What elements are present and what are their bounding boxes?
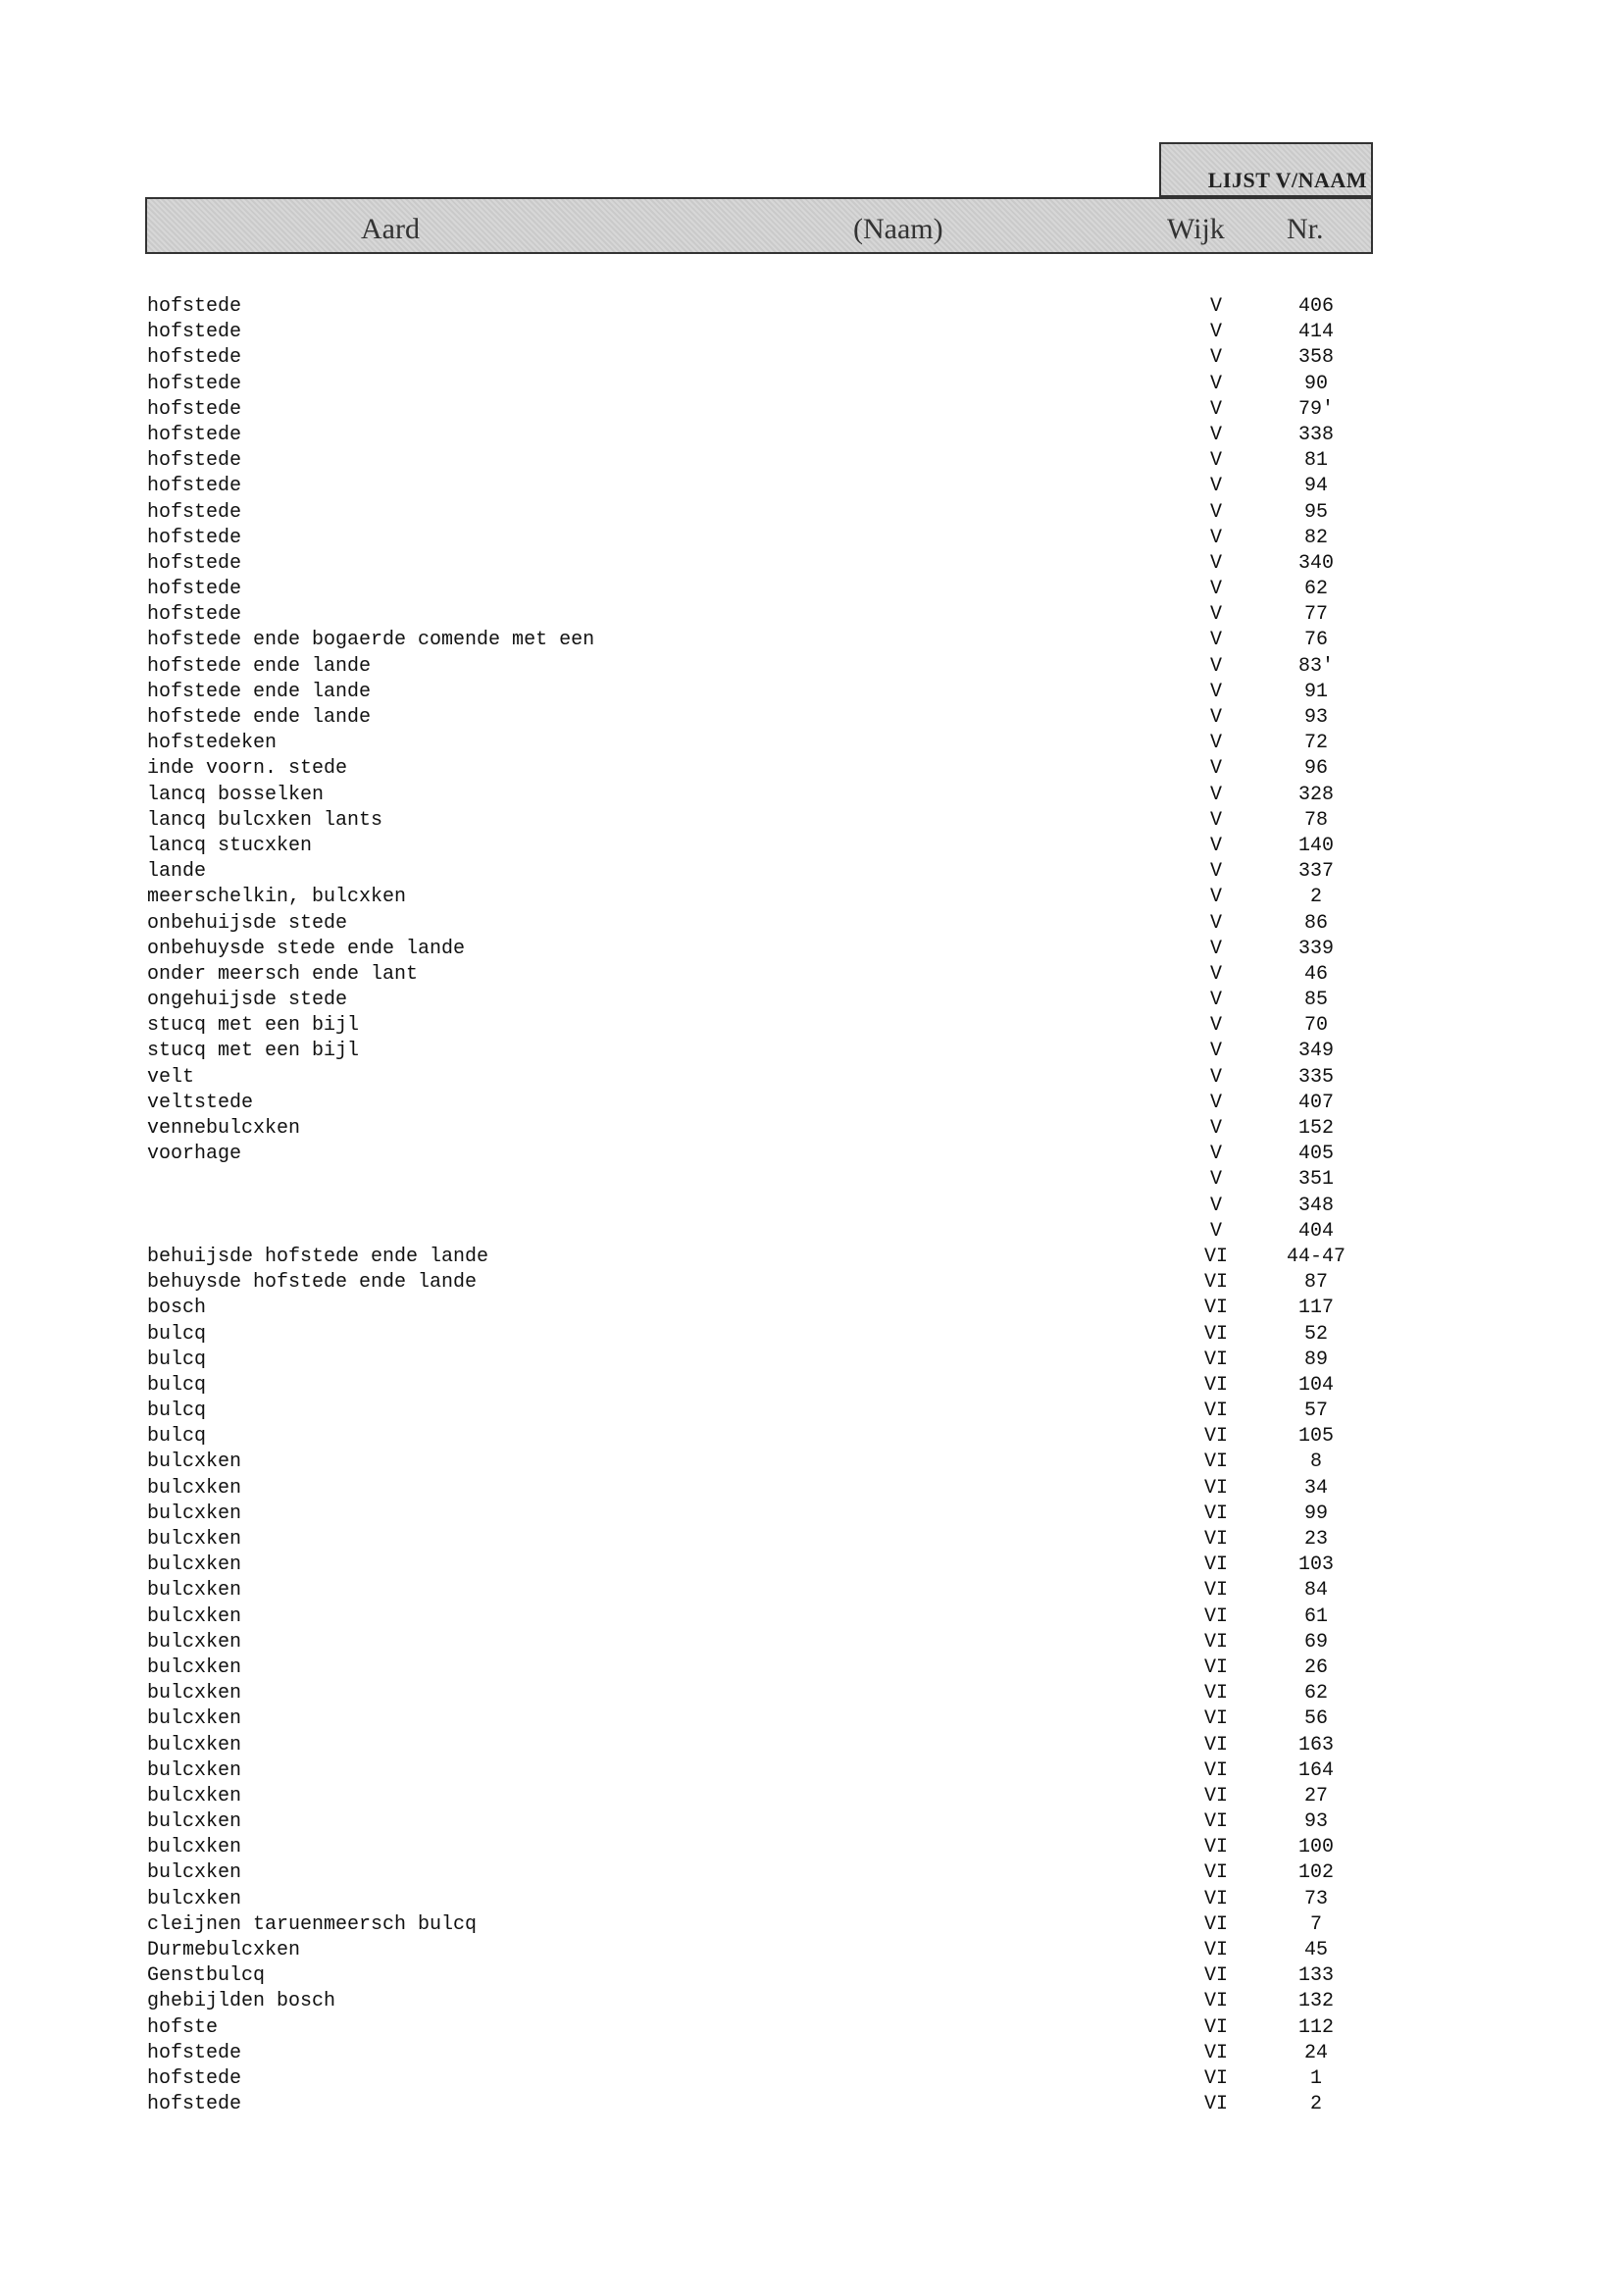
cell-nr: 69 (1303, 1630, 1328, 1654)
cell-nr: 132 (1297, 1990, 1334, 2013)
cell-aard: hofstede (147, 551, 242, 575)
table-row (0, 397, 1624, 423)
cell-wijk: V (1209, 321, 1222, 344)
cell-wijk: V (1209, 834, 1222, 857)
cell-wijk: V (1209, 475, 1222, 498)
cell-wijk: VI (1203, 1630, 1228, 1654)
cell-aard: hofstede (147, 2066, 242, 2090)
table-row (0, 1733, 1624, 1758)
table-row (0, 1912, 1624, 1938)
cell-nr: 112 (1297, 2015, 1334, 2039)
cell-aard: bulcq (147, 1425, 207, 1449)
cell-aard: hofstede (147, 295, 242, 318)
cell-aard: bulcxken (147, 1528, 242, 1551)
cell-aard: hofste (147, 2015, 219, 2039)
cell-nr: 83' (1297, 654, 1334, 678)
cell-nr: 57 (1303, 1400, 1328, 1423)
cell-wijk: VI (1203, 2093, 1228, 2116)
cell-aard: bulcxken (147, 1758, 242, 1782)
cell-nr: 104 (1297, 1373, 1334, 1397)
cell-wijk: VI (1203, 1655, 1228, 1679)
table-row (0, 1296, 1624, 1321)
column-header-aard: Aard (361, 213, 420, 245)
table-row (0, 448, 1624, 474)
cell-nr: 81 (1303, 449, 1328, 473)
cell-aard: hofstede (147, 423, 242, 446)
cell-aard: voorhage (147, 1143, 242, 1166)
cell-aard: bulcxken (147, 1836, 242, 1859)
cell-nr: 76 (1303, 629, 1328, 652)
table-header (145, 197, 1373, 254)
cell-aard: bulcxken (147, 1502, 242, 1525)
cell-nr: 24 (1303, 2041, 1328, 2064)
cell-aard: hofstede (147, 449, 242, 473)
cell-aard: hofstede (147, 526, 242, 549)
table-row (0, 1167, 1624, 1193)
cell-aard: hofstede ende lande (147, 680, 372, 703)
table-row (0, 1194, 1624, 1219)
cell-wijk: VI (1203, 1990, 1228, 2013)
table-row (0, 1373, 1624, 1399)
cell-aard: bulcxken (147, 1553, 242, 1577)
cell-nr: 45 (1303, 1939, 1328, 1961)
cell-nr: 90 (1303, 372, 1328, 395)
table-row (0, 1681, 1624, 1706)
cell-wijk: V (1209, 1091, 1222, 1114)
cell-nr: 89 (1303, 1348, 1328, 1371)
cell-aard: bulcxken (147, 1810, 242, 1834)
cell-aard: velt (147, 1065, 195, 1089)
cell-wijk: VI (1203, 1528, 1228, 1551)
table-row (0, 1322, 1624, 1348)
cell-wijk: V (1209, 1194, 1222, 1217)
cell-aard: hofstede ende bogaerde comende met een (147, 629, 595, 652)
cell-nr: 404 (1297, 1219, 1334, 1243)
cell-wijk: V (1209, 1117, 1222, 1140)
table-row (0, 1809, 1624, 1835)
cell-aard: behuijsde hofstede ende lande (147, 1245, 489, 1268)
cell-nr: 100 (1297, 1836, 1334, 1859)
cell-aard: lancq bosselken (147, 783, 325, 806)
cell-aard: bulcxken (147, 1887, 242, 1910)
cell-aard: vennebulcxken (147, 1117, 301, 1140)
cell-wijk: V (1209, 1040, 1222, 1063)
cell-aard: behuysde hofstede ende lande (147, 1271, 478, 1295)
cell-aard: bulcxken (147, 1579, 242, 1603)
cell-aard: hofstede (147, 346, 242, 370)
table-row (0, 345, 1624, 371)
cell-wijk: V (1209, 1014, 1222, 1038)
cell-nr: 349 (1297, 1040, 1334, 1063)
list-label-box (1159, 142, 1373, 197)
table-row (0, 1604, 1624, 1630)
cell-aard: bulcq (147, 1373, 207, 1397)
cell-nr: 96 (1303, 757, 1328, 781)
cell-nr: 348 (1297, 1194, 1334, 1217)
cell-wijk: V (1209, 860, 1222, 884)
cell-wijk: VI (1203, 1912, 1228, 1936)
cell-nr: 164 (1297, 1758, 1334, 1782)
table-row (0, 294, 1624, 320)
cell-aard: bulcxken (147, 1604, 242, 1628)
cell-nr: 337 (1297, 860, 1334, 884)
cell-nr: 93 (1303, 706, 1328, 729)
table-row (0, 705, 1624, 731)
table-row (0, 1013, 1624, 1039)
table-row (0, 783, 1624, 808)
table-row (0, 577, 1624, 602)
table-row (0, 988, 1624, 1013)
cell-aard: hofstedeken (147, 732, 278, 755)
cell-nr: 95 (1303, 500, 1328, 524)
cell-aard: stucq met een bijl (147, 1040, 360, 1063)
table-row (0, 1245, 1624, 1270)
cell-wijk: V (1209, 449, 1222, 473)
cell-aard: hofstede (147, 475, 242, 498)
table-row (0, 654, 1624, 680)
cell-wijk: V (1209, 886, 1222, 909)
table-row (0, 756, 1624, 782)
cell-wijk: V (1209, 397, 1222, 421)
cell-wijk: V (1209, 500, 1222, 524)
cell-wijk: V (1209, 937, 1222, 960)
cell-wijk: VI (1203, 1476, 1228, 1500)
cell-nr: 2 (1309, 2093, 1322, 2116)
cell-aard: onder meersch ende lant (147, 962, 419, 986)
table-row (0, 1758, 1624, 1784)
cell-wijk: V (1209, 295, 1222, 318)
cell-nr: 117 (1297, 1297, 1334, 1320)
table-row (0, 680, 1624, 705)
cell-nr: 1 (1309, 2066, 1322, 2090)
cell-nr: 52 (1303, 1322, 1328, 1346)
cell-aard: stucq met een bijl (147, 1014, 360, 1038)
cell-wijk: VI (1203, 1502, 1228, 1525)
table-row (0, 500, 1624, 526)
cell-wijk: V (1209, 1143, 1222, 1166)
table-row (0, 1142, 1624, 1167)
table-row (0, 1348, 1624, 1373)
cell-nr: 7 (1309, 1912, 1322, 1936)
cell-aard: hofstede (147, 372, 242, 395)
cell-nr: 23 (1303, 1528, 1328, 1551)
cell-aard: hofstede (147, 603, 242, 627)
table-row (0, 1527, 1624, 1553)
table-row (0, 1630, 1624, 1655)
cell-nr: 62 (1303, 578, 1328, 601)
cell-wijk: VI (1203, 1400, 1228, 1423)
cell-nr: 82 (1303, 526, 1328, 549)
cell-nr: 99 (1303, 1502, 1328, 1525)
cell-wijk: V (1209, 706, 1222, 729)
table-row (0, 551, 1624, 577)
cell-aard: inde voorn. stede (147, 757, 348, 781)
table-row (0, 1476, 1624, 1502)
cell-nr: 56 (1303, 1707, 1328, 1731)
cell-wijk: VI (1203, 1348, 1228, 1371)
cell-wijk: V (1209, 1219, 1222, 1243)
cell-aard: bulcxken (147, 1655, 242, 1679)
table-row (0, 962, 1624, 988)
cell-nr: 93 (1303, 1810, 1328, 1834)
cell-nr: 338 (1297, 423, 1334, 446)
table-row (0, 1270, 1624, 1296)
cell-aard: bulcxken (147, 1707, 242, 1731)
table-row (0, 1424, 1624, 1450)
cell-nr: 91 (1303, 680, 1328, 703)
table-row (0, 1065, 1624, 1091)
cell-wijk: V (1209, 962, 1222, 986)
cell-aard: onbehuijsde stede (147, 911, 348, 935)
cell-wijk: VI (1203, 1322, 1228, 1346)
table-row (0, 1219, 1624, 1245)
cell-wijk: VI (1203, 2041, 1228, 2064)
cell-wijk: VI (1203, 1297, 1228, 1320)
cell-aard: ongehuijsde stede (147, 989, 348, 1012)
cell-wijk: VI (1203, 1887, 1228, 1910)
cell-aard: onbehuysde stede ende lande (147, 937, 466, 960)
table-row (0, 1963, 1624, 1989)
cell-aard: lande (147, 860, 207, 884)
cell-nr: 407 (1297, 1091, 1334, 1114)
cell-aard: bulcxken (147, 1682, 242, 1706)
table-row (0, 320, 1624, 345)
cell-nr: 85 (1303, 989, 1328, 1012)
cell-wijk: VI (1203, 1579, 1228, 1603)
cell-nr: 406 (1297, 295, 1334, 318)
column-header-nr: Nr. (1287, 213, 1324, 245)
table-row (0, 1091, 1624, 1116)
cell-wijk: V (1209, 629, 1222, 652)
cell-wijk: VI (1203, 1939, 1228, 1961)
cell-wijk: V (1209, 372, 1222, 395)
table-row (0, 731, 1624, 756)
cell-wijk: VI (1203, 1733, 1228, 1756)
table-row (0, 1450, 1624, 1475)
table-row (0, 1039, 1624, 1064)
cell-aard: bulcq (147, 1348, 207, 1371)
cell-wijk: VI (1203, 1451, 1228, 1474)
table-row (0, 602, 1624, 628)
table-row (0, 1860, 1624, 1886)
cell-wijk: V (1209, 526, 1222, 549)
cell-nr: 351 (1297, 1168, 1334, 1192)
cell-aard: bulcxken (147, 1733, 242, 1756)
cell-wijk: VI (1203, 2015, 1228, 2039)
cell-wijk: VI (1203, 1425, 1228, 1449)
table-row (0, 526, 1624, 551)
cell-aard: bulcq (147, 1400, 207, 1423)
cell-nr: 163 (1297, 1733, 1334, 1756)
cell-wijk: VI (1203, 1604, 1228, 1628)
cell-nr: 27 (1303, 1784, 1328, 1807)
cell-wijk: V (1209, 783, 1222, 806)
cell-wijk: VI (1203, 1373, 1228, 1397)
cell-wijk: VI (1203, 1784, 1228, 1807)
table-row (0, 1989, 1624, 2014)
cell-aard: hofstede (147, 2041, 242, 2064)
cell-nr: 2 (1309, 886, 1322, 909)
table-row (0, 1655, 1624, 1681)
cell-nr: 61 (1303, 1604, 1328, 1628)
table-row (0, 2092, 1624, 2117)
cell-wijk: V (1209, 603, 1222, 627)
column-header-wijk: Wijk (1167, 213, 1225, 245)
cell-nr: 102 (1297, 1861, 1334, 1885)
cell-nr: 70 (1303, 1014, 1328, 1038)
cell-wijk: V (1209, 732, 1222, 755)
cell-aard: hofstede ende lande (147, 706, 372, 729)
cell-aard: veltstede (147, 1091, 254, 1114)
table-row (0, 2015, 1624, 2041)
cell-wijk: VI (1203, 1245, 1228, 1268)
table-row (0, 423, 1624, 448)
cell-nr: 78 (1303, 808, 1328, 832)
cell-wijk: V (1209, 757, 1222, 781)
list-label: LIJST V/NAAM (1207, 168, 1367, 192)
cell-nr: 133 (1297, 1964, 1334, 1988)
table-row (0, 2066, 1624, 2092)
cell-aard: Genstbulcq (147, 1964, 266, 1988)
table-row (0, 834, 1624, 859)
cell-aard: bosch (147, 1297, 207, 1320)
cell-aard: bulcxken (147, 1630, 242, 1654)
table-row (0, 372, 1624, 397)
table-row (0, 937, 1624, 962)
cell-wijk: V (1209, 989, 1222, 1012)
cell-nr: 340 (1297, 551, 1334, 575)
cell-aard: hofstede (147, 321, 242, 344)
cell-nr: 79' (1297, 397, 1334, 421)
cell-nr: 34 (1303, 1476, 1328, 1500)
cell-aard: meerschelkin, bulcxken (147, 886, 407, 909)
cell-wijk: VI (1203, 1964, 1228, 1988)
cell-nr: 46 (1303, 962, 1328, 986)
table-row (0, 1835, 1624, 1860)
cell-nr: 339 (1297, 937, 1334, 960)
cell-aard: Durmebulcxken (147, 1939, 301, 1961)
cell-aard: bulcxken (147, 1451, 242, 1474)
table-row (0, 474, 1624, 499)
cell-nr: 328 (1297, 783, 1334, 806)
cell-aard: ghebijlden bosch (147, 1990, 336, 2013)
cell-nr: 87 (1303, 1271, 1328, 1295)
cell-nr: 405 (1297, 1143, 1334, 1166)
cell-nr: 103 (1297, 1553, 1334, 1577)
cell-nr: 140 (1297, 834, 1334, 857)
cell-wijk: VI (1203, 1861, 1228, 1885)
table-row (0, 911, 1624, 937)
cell-wijk: VI (1203, 1758, 1228, 1782)
cell-wijk: VI (1203, 1553, 1228, 1577)
cell-wijk: V (1209, 808, 1222, 832)
table-row (0, 885, 1624, 910)
cell-aard: bulcxken (147, 1861, 242, 1885)
cell-aard: hofstede (147, 397, 242, 421)
table-body (0, 294, 1624, 2117)
column-header-naam: (Naam) (853, 213, 943, 245)
cell-wijk: V (1209, 1168, 1222, 1192)
cell-nr: 414 (1297, 321, 1334, 344)
cell-aard: bulcxken (147, 1476, 242, 1500)
cell-nr: 73 (1303, 1887, 1328, 1910)
table-row (0, 1938, 1624, 1963)
cell-wijk: V (1209, 423, 1222, 446)
cell-wijk: VI (1203, 1707, 1228, 1731)
cell-aard: cleijnen taruenmeersch bulcq (147, 1912, 478, 1936)
table-row (0, 859, 1624, 885)
cell-wijk: V (1209, 654, 1222, 678)
cell-nr: 335 (1297, 1065, 1334, 1089)
cell-nr: 77 (1303, 603, 1328, 627)
table-row (0, 808, 1624, 834)
cell-wijk: VI (1203, 2066, 1228, 2090)
table-row (0, 1578, 1624, 1604)
cell-wijk: VI (1203, 1836, 1228, 1859)
table-row (0, 1553, 1624, 1578)
cell-nr: 358 (1297, 346, 1334, 370)
cell-wijk: V (1209, 346, 1222, 370)
table-row (0, 1706, 1624, 1732)
table-row (0, 1784, 1624, 1809)
cell-wijk: V (1209, 1065, 1222, 1089)
cell-wijk: VI (1203, 1810, 1228, 1834)
cell-nr: 44-47 (1286, 1245, 1345, 1268)
cell-nr: 94 (1303, 475, 1328, 498)
table-row (0, 2041, 1624, 2066)
table-row (0, 1116, 1624, 1142)
table-row (0, 1399, 1624, 1424)
cell-nr: 84 (1303, 1579, 1328, 1603)
cell-aard: hofstede (147, 2093, 242, 2116)
table-row (0, 1502, 1624, 1527)
table-row (0, 1887, 1624, 1912)
cell-aard: lancq bulcxken lants (147, 808, 383, 832)
cell-wijk: V (1209, 911, 1222, 935)
cell-nr: 26 (1303, 1655, 1328, 1679)
cell-aard: hofstede (147, 578, 242, 601)
cell-wijk: VI (1203, 1271, 1228, 1295)
cell-aard: hofstede ende lande (147, 654, 372, 678)
cell-nr: 152 (1297, 1117, 1334, 1140)
cell-wijk: V (1209, 551, 1222, 575)
cell-wijk: V (1209, 578, 1222, 601)
cell-wijk: V (1209, 680, 1222, 703)
cell-aard: lancq stucxken (147, 834, 313, 857)
cell-nr: 86 (1303, 911, 1328, 935)
table-row (0, 628, 1624, 653)
cell-nr: 72 (1303, 732, 1328, 755)
cell-nr: 8 (1309, 1451, 1322, 1474)
cell-aard: hofstede (147, 500, 242, 524)
cell-aard: bulcxken (147, 1784, 242, 1807)
cell-nr: 62 (1303, 1682, 1328, 1706)
cell-wijk: VI (1203, 1682, 1228, 1706)
cell-nr: 105 (1297, 1425, 1334, 1449)
cell-aard: bulcq (147, 1322, 207, 1346)
